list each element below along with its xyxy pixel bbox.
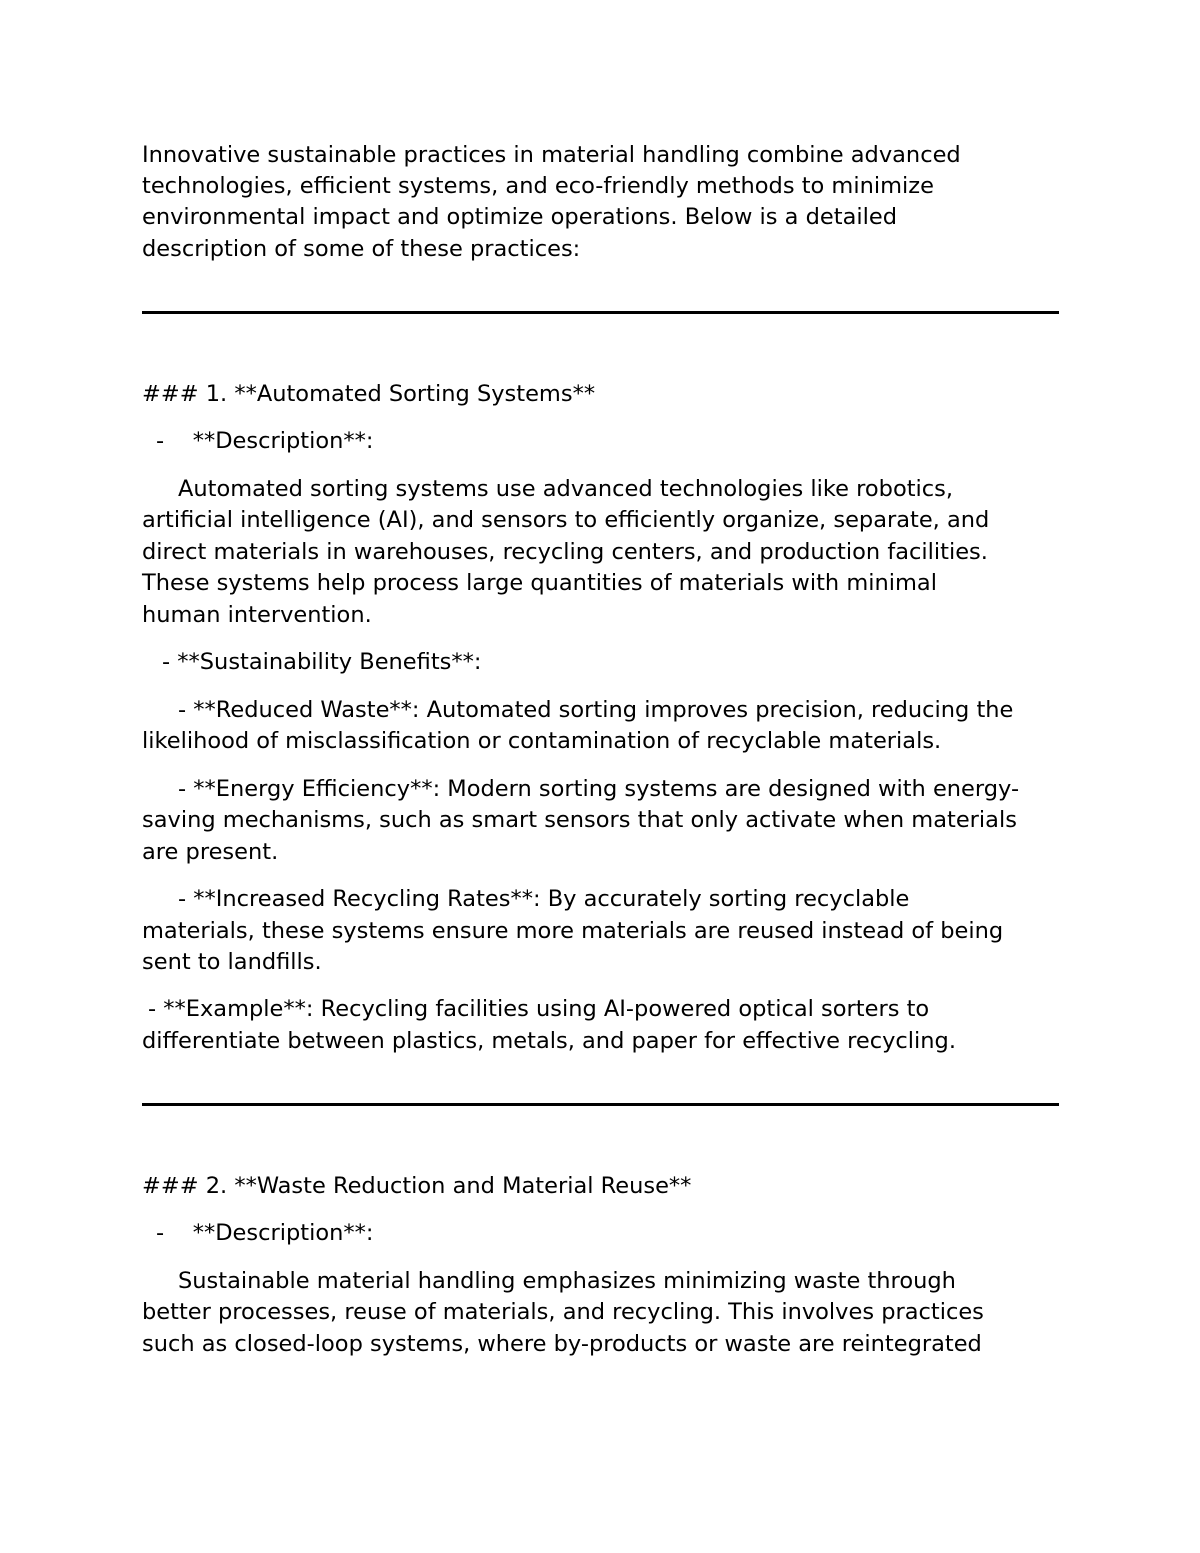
intro-line-2: technologies, efficient systems, and eco-friendly methods to minimize bbox=[142, 173, 934, 199]
benefit-energy-efficiency-line-2: saving mechanisms, such as smart sensors that only activate when materials bbox=[142, 807, 1017, 833]
benefit-recycling-rates-line-3: sent to landfills. bbox=[142, 949, 322, 975]
horizontal-rule-2 bbox=[142, 1103, 1059, 1106]
section1-description-line-5: human intervention. bbox=[142, 602, 372, 628]
section2-heading: ### 2. **Waste Reduction and Material Reuse** bbox=[142, 1173, 692, 1199]
section2-description-line-3: such as closed-loop systems, where by-products or waste are reintegrated bbox=[142, 1331, 982, 1357]
section1-description-label: - **Description**: bbox=[156, 428, 374, 454]
section1-heading: ### 1. **Automated Sorting Systems** bbox=[142, 381, 596, 407]
section1-description-line-2: artificial intelligence (AI), and sensors to efficiently organize, separate, and bbox=[142, 507, 990, 533]
section1-example-line-2: differentiate between plastics, metals, and paper for effective recycling. bbox=[142, 1028, 956, 1054]
benefit-recycling-rates-line-2: materials, these systems ensure more materials are reused instead of being bbox=[142, 918, 1004, 944]
horizontal-rule-1 bbox=[142, 311, 1059, 314]
section1-description-line-3: direct materials in warehouses, recycling centers, and production facilities. bbox=[142, 539, 988, 565]
section1-description-line-1: Automated sorting systems use advanced technologies like robotics, bbox=[178, 476, 954, 502]
intro-line-1: Innovative sustainable practices in material handling combine advanced bbox=[142, 142, 961, 168]
section2-description-label: - **Description**: bbox=[156, 1220, 374, 1246]
benefit-reduced-waste-line-1: - **Reduced Waste**: Automated sorting improves precision, reducing the bbox=[178, 697, 1014, 723]
section1-example-line-1: - **Example**: Recycling facilities using AI-powered optical sorters to bbox=[148, 996, 930, 1022]
section1-benefits-label: - **Sustainability Benefits**: bbox=[162, 649, 482, 675]
benefit-energy-efficiency-line-1: - **Energy Efficiency**: Modern sorting systems are designed with energy- bbox=[178, 776, 1020, 802]
intro-line-3: environmental impact and optimize operations. Below is a detailed bbox=[142, 204, 897, 230]
section1-description-line-4: These systems help process large quantities of materials with minimal bbox=[142, 570, 937, 596]
benefit-energy-efficiency-line-3: are present. bbox=[142, 839, 279, 865]
benefit-recycling-rates-line-1: - **Increased Recycling Rates**: By accurately sorting recyclable bbox=[178, 886, 910, 912]
intro-line-4: description of some of these practices: bbox=[142, 236, 581, 262]
benefit-reduced-waste-line-2: likelihood of misclassification or contamination of recyclable materials. bbox=[142, 728, 942, 754]
section2-description-line-2: better processes, reuse of materials, and recycling. This involves practices bbox=[142, 1299, 984, 1325]
section2-description-line-1: Sustainable material handling emphasizes minimizing waste through bbox=[178, 1268, 956, 1294]
